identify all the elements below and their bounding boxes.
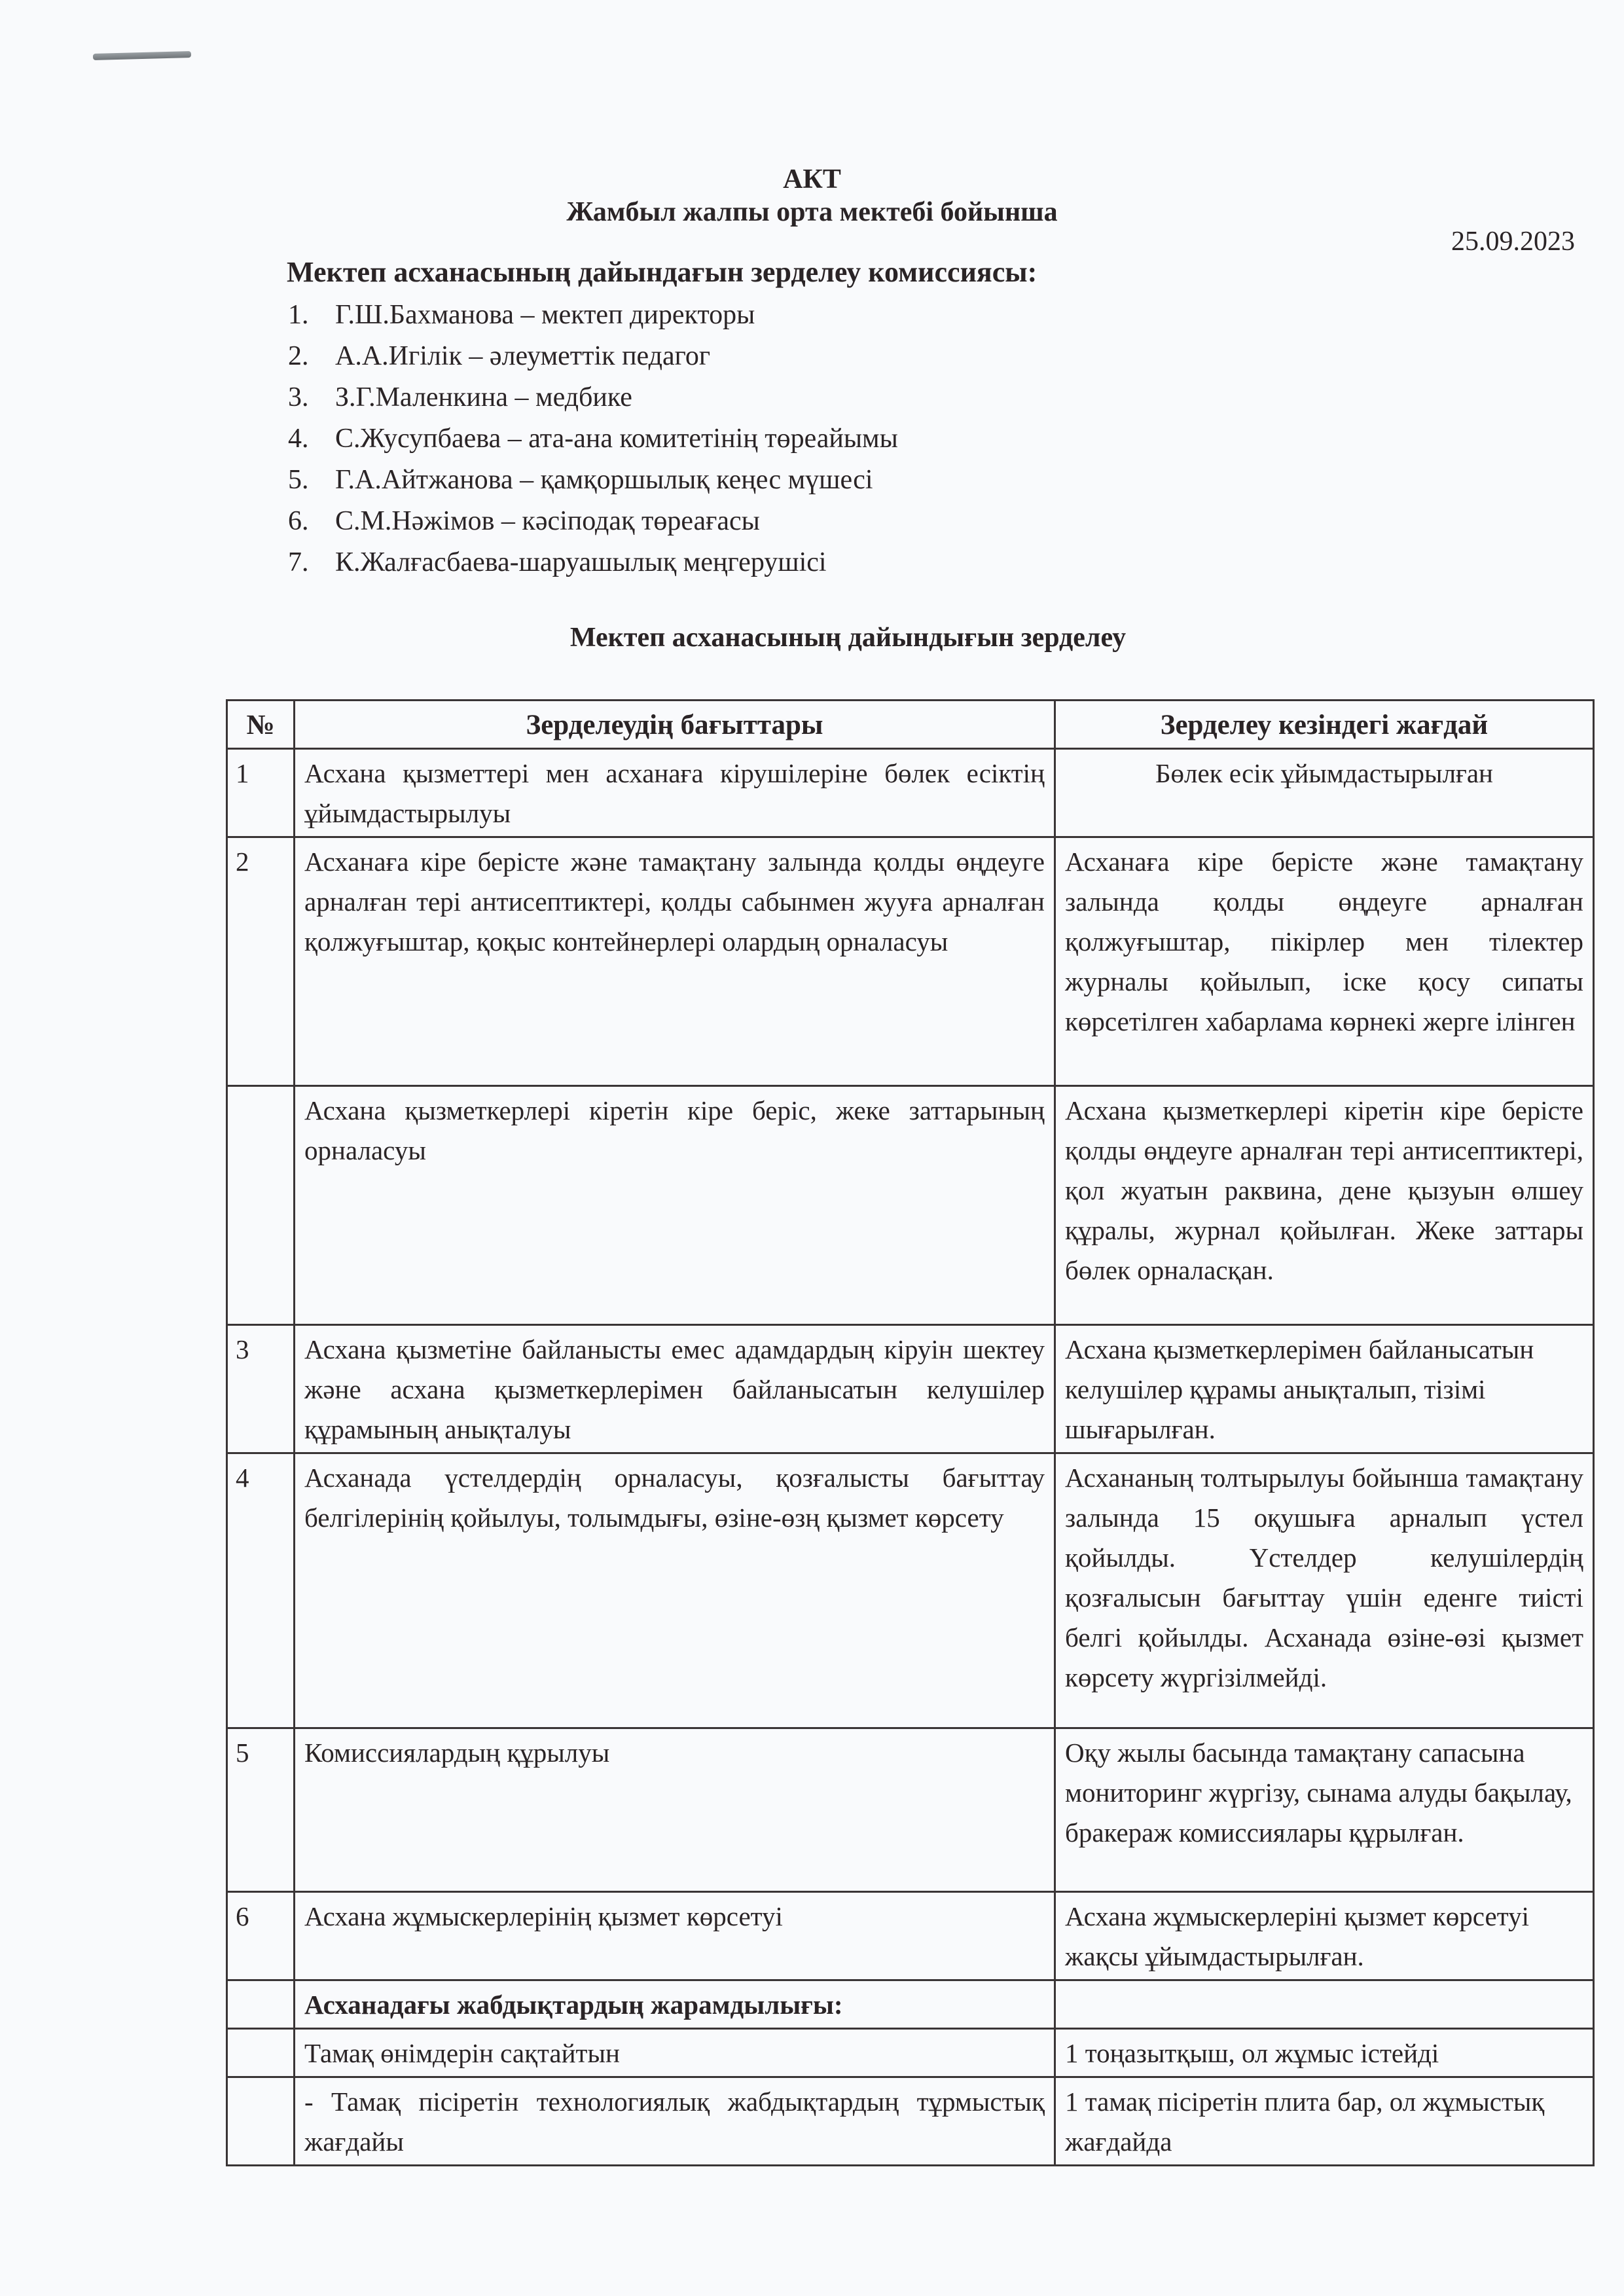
header-direction: Зерделеудің бағыттары bbox=[295, 701, 1055, 749]
row-state: Асхана қызметкерлерімен байланысатын келушілер құрамы анықталып, тізімі шығарылған. bbox=[1055, 1325, 1594, 1453]
member-item: 7. К.Жалғасбаева-шаруашылық меңгерушісі bbox=[288, 542, 898, 583]
row-state: Асхана жұмыскерлеріні қызмет көрсетуі жақсы ұйымдастырылған. bbox=[1055, 1892, 1594, 1980]
member-text: А.А.Игілік – әлеуметтік педагог bbox=[335, 341, 711, 371]
commission-members-list bbox=[288, 295, 898, 583]
table-row: 4 Асханада үстелдердің орналасуы, қозғалысты бағыттау белгілерінің қойылуы, толымдығы, өзіне-өзң қызмет көрсету Асхананың толтырылуы бойынша тамақтану залында 15 оқушыға арналып үстел қойылды. Үстелдер келушілердің қозғалысын бағыттау үшін еденге тиісті белгі қойылды. Асханада өзіне-өзі қызмет көрсету жүргізілмейді. bbox=[227, 1453, 1594, 1728]
row-state: Бөлек есік ұйымдастырылған bbox=[1055, 749, 1594, 837]
member-item: 5. Г.А.Айтжанова – қамқоршылық кеңес мүшесі bbox=[288, 460, 898, 501]
document-date: 25.09.2023 bbox=[1451, 227, 1575, 257]
row-state: Асхананың толтырылуы бойынша тамақтану залында 15 оқушыға арналып үстел қойылды. Үстелдер келушілердің қозғалысын бағыттау үшін еденге тиісті белгі қойылды. Асханада өзіне-өзі қызмет көрсету жүргізілмейді. bbox=[1055, 1453, 1594, 1728]
member-text: Г.А.Айтжанова – қамқоршылық кеңес мүшесі bbox=[335, 465, 873, 495]
row-direction: Асханада үстелдердің орналасуы, қозғалысты бағыттау белгілерінің қойылуы, толымдығы, өзіне-өзң қызмет көрсету bbox=[295, 1453, 1055, 1728]
member-text: Г.Ш.Бахманова – мектеп директоры bbox=[335, 300, 755, 330]
member-text: К.Жалғасбаева-шаруашылық меңгерушісі bbox=[335, 547, 827, 577]
equipment-heading: Асханадағы жабдықтардың жарамдылығы: bbox=[295, 1980, 1055, 2029]
equipment-direction: - Тамақ пісіретін технологиялық жабдықтардың тұрмыстық жағдайы bbox=[295, 2077, 1055, 2166]
document-subtitle: Жамбыл жалпы орта мектебі бойынша bbox=[566, 197, 1058, 227]
member-item: 4. С.Жусупбаева – ата-ана комитетінің төреайымы bbox=[288, 418, 898, 460]
header-no: № bbox=[227, 701, 295, 749]
section-title: Мектеп асханасының дайындығын зерделеу bbox=[569, 623, 1127, 653]
row-state: Асхана қызметкерлері кіретін кіре берісте қолды өңдеуге арналған тері антисептиктері, қол жуатын раквина, дене қызуын өлшеу құралы, журнал қойылған. Жеке заттары бөлек орналасқан. bbox=[1055, 1086, 1594, 1325]
row-state: Асханаға кіре берісте және тамақтану залында қолды өңдеуге арналған қолжуғыштар, пікірлер мен тілектер журналы қойылып, іске қосу сипаты көрсетілген хабарлама көрнекі жерге ілінген bbox=[1055, 837, 1594, 1086]
equipment-state: 1 тоңазытқыш, ол жұмыс істейді bbox=[1055, 2029, 1594, 2077]
member-text: С.М.Нәжімов – кәсіподақ төреағасы bbox=[335, 506, 760, 536]
row-direction: Асхана қызметкерлері кіретін кіре беріс, жеке заттарының орналасуы bbox=[295, 1086, 1055, 1325]
table-row: 5 Комиссиялардың құрылуы Оқу жылы басында тамақтану сапасына мониторинг жүргізу, сынама алуды бақылау, бракераж комиссиялары құрылған. bbox=[227, 1728, 1594, 1892]
table-row: 2 Асханаға кіре берісте және тамақтану залында қолды өңдеуге арналған тері антисептиктері, қолды сабынмен жууға арналған қолжуғыштар, қоқыс контейнерлері олардың орналасуы Асханаға кіре берісте және тамақтану залында қолды өңдеуге арналған қолжуғыштар, пікірлер мен тілектер журналы қойылып, іске қосу сипаты көрсетілген хабарлама көрнекі жерге ілінген bbox=[227, 837, 1594, 1086]
staple-mark bbox=[93, 51, 191, 60]
row-state: Оқу жылы басында тамақтану сапасына мониторинг жүргізу, сынама алуды бақылау, бракераж комиссиялары құрылған. bbox=[1055, 1728, 1594, 1892]
member-item: 6. С.М.Нәжімов – кәсіподақ төреағасы bbox=[288, 501, 898, 542]
equipment-heading-row bbox=[227, 1980, 1594, 2029]
equipment-row bbox=[227, 2029, 1594, 2077]
row-direction: Комиссиялардың құрылуы bbox=[295, 1728, 1055, 1892]
row-direction: Асхана қызметіне байланысты емес адамдардың кіруін шектеу және асхана қызметкерлерімен байланысатын келушілер құрамының анықталуы bbox=[295, 1325, 1055, 1453]
member-item: 1. Г.Ш.Бахманова – мектеп директоры bbox=[288, 295, 898, 336]
equipment-row bbox=[227, 2077, 1594, 2166]
member-text: З.Г.Маленкина – медбике bbox=[335, 382, 632, 412]
equipment-state: 1 тамақ пісіретін плита бар, ол жұмыстық жағдайда bbox=[1055, 2077, 1594, 2166]
table-row bbox=[227, 1086, 1594, 1325]
equipment-direction: Тамақ өнімдерін сақтайтын bbox=[295, 2029, 1055, 2077]
row-direction: Асханаға кіре берісте және тамақтану залында қолды өңдеуге арналған тері антисептиктері, қолды сабынмен жууға арналған қолжуғыштар, қоқыс контейнерлері олардың орналасуы bbox=[295, 837, 1055, 1086]
table-row: 1 Асхана қызметтері мен асханаға кірушілеріне бөлек есіктің ұйымдастырылуы Бөлек есік ұйымдастырылған bbox=[227, 749, 1594, 837]
commission-title: Мектеп асханасының дайындағын зерделеу комиссиясы: bbox=[287, 256, 1038, 288]
member-text: С.Жусупбаева – ата-ана комитетінің төреайымы bbox=[335, 424, 898, 454]
table-row: 6 Асхана жұмыскерлерінің қызмет көрсетуі Асхана жұмыскерлеріні қызмет көрсетуі жақсы ұйымдастырылған. bbox=[227, 1892, 1594, 1980]
inspection-table bbox=[226, 699, 1595, 2166]
member-item: 2. А.А.Игілік – әлеуметтік педагог bbox=[288, 336, 898, 377]
table-row: 3 Асхана қызметіне байланысты емес адамдардың кіруін шектеу және асхана қызметкерлерімен байланысатын келушілер құрамының анықталуы Асхана қызметкерлерімен байланысатын келушілер құрамы анықталып, тізімі шығарылған. bbox=[227, 1325, 1594, 1453]
row-direction: Асхана қызметтері мен асханаға кірушілеріне бөлек есіктің ұйымдастырылуы bbox=[295, 749, 1055, 837]
table-header-row bbox=[227, 701, 1594, 749]
member-item: 3. З.Г.Маленкина – медбике bbox=[288, 377, 898, 418]
document-title: АКТ bbox=[783, 164, 841, 194]
header-state: Зерделеу кезіндегі жағдай bbox=[1055, 701, 1594, 749]
row-direction: Асхана жұмыскерлерінің қызмет көрсетуі bbox=[295, 1892, 1055, 1980]
